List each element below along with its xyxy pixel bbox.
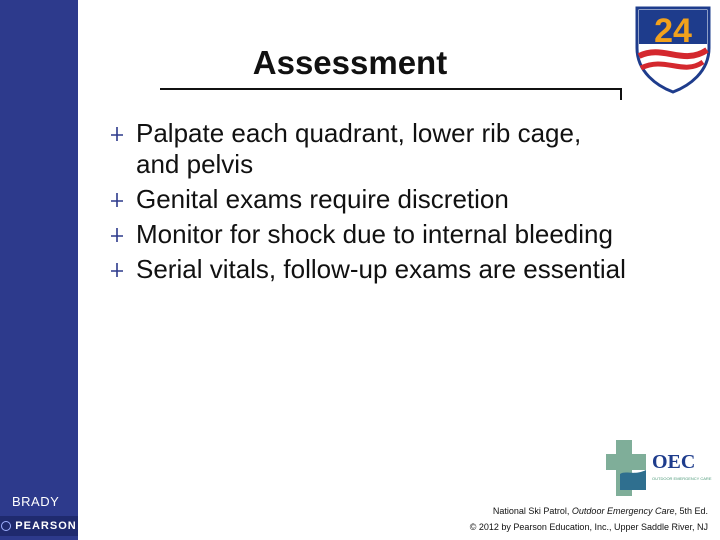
list-item bbox=[110, 184, 630, 215]
bullet-icon bbox=[110, 127, 124, 141]
left-sidebar bbox=[0, 0, 78, 540]
bullet-list bbox=[110, 118, 630, 289]
bullet-icon bbox=[110, 228, 124, 242]
oec-sublabel: OUTDOOR EMERGENCY CARE bbox=[652, 476, 712, 481]
list-item bbox=[110, 254, 630, 285]
footer-credit bbox=[470, 503, 708, 535]
list-item bbox=[110, 219, 630, 250]
footer-suffix: , 5th Ed. bbox=[674, 506, 708, 516]
brady-label: BRADY bbox=[12, 494, 60, 509]
badge-number: 24 bbox=[654, 12, 692, 50]
bullet-text: Serial vitals, follow-up exams are essential bbox=[136, 254, 626, 284]
bullet-text: Monitor for shock due to internal bleeding bbox=[136, 219, 613, 249]
pearson-mark-icon bbox=[1, 521, 11, 531]
pearson-label: PEARSON bbox=[15, 520, 77, 532]
footer-book-title: Outdoor Emergency Care bbox=[571, 506, 675, 516]
oec-logo-icon bbox=[606, 440, 712, 496]
slide-title: Assessment bbox=[252, 44, 448, 81]
list-item bbox=[110, 118, 630, 180]
bullet-text: Genital exams require discretion bbox=[136, 184, 509, 214]
oec-label: OEC bbox=[652, 451, 696, 473]
footer-line-2: © 2012 by Pearson Education, Inc., Upper Saddle River, NJ bbox=[469, 522, 708, 532]
bullet-icon bbox=[110, 193, 124, 207]
title-underline-cap bbox=[620, 88, 622, 100]
bullet-icon bbox=[110, 263, 124, 277]
footer-prefix: National Ski Patrol, bbox=[492, 506, 572, 516]
bullet-text: Palpate each quadrant, lower rib cage, and pelvis bbox=[136, 118, 582, 179]
title-underline bbox=[160, 88, 622, 90]
pearson-logo bbox=[0, 516, 78, 536]
chapter-24-badge-icon bbox=[633, 4, 713, 94]
footer-line-1 bbox=[470, 503, 708, 519]
